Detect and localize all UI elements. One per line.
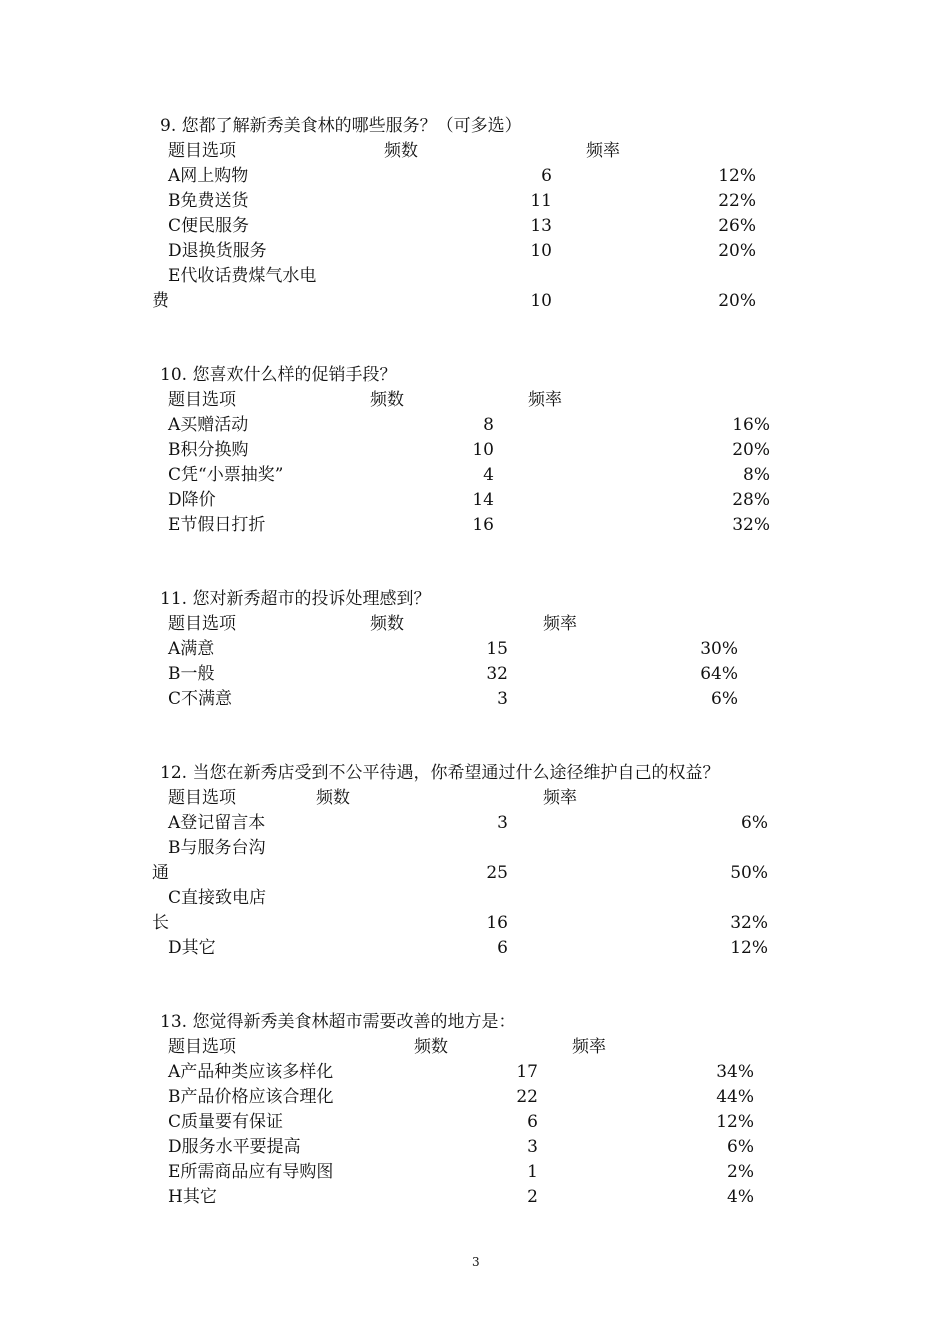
option-rate: 12% (716, 1112, 754, 1132)
option-count: 1 (527, 1162, 538, 1182)
option-rate: 32% (732, 515, 770, 535)
column-header-option: 题目选项 (168, 390, 236, 410)
option-count: 6 (541, 166, 552, 186)
option-label: B与服务台沟 (168, 838, 266, 858)
column-header-count: 频数 (316, 788, 350, 808)
option-rate: 2% (727, 1162, 754, 1182)
option-count: 3 (497, 813, 508, 833)
option-label: D降价 (168, 490, 216, 510)
option-rate: 30% (700, 639, 738, 659)
option-rate: 6% (727, 1137, 754, 1157)
option-count: 22 (516, 1087, 538, 1107)
column-header-option: 题目选项 (168, 614, 236, 634)
option-count: 3 (527, 1137, 538, 1157)
option-rate: 20% (718, 291, 756, 311)
option-count: 8 (483, 415, 494, 435)
option-label-continued: 通 (152, 863, 169, 883)
question-title: 11. 您对新秀超市的投诉处理感到？ (160, 589, 431, 609)
option-count: 6 (497, 938, 508, 958)
column-header-rate: 频率 (572, 1037, 606, 1057)
option-label: E代收话费煤气水电 (168, 266, 317, 286)
question-title: 10. 您喜欢什么样的促销手段？ (160, 365, 397, 385)
option-rate: 44% (716, 1087, 754, 1107)
column-header-option: 题目选项 (168, 141, 236, 161)
option-label: A网上购物 (168, 166, 249, 186)
option-label: C质量要有保证 (168, 1112, 284, 1132)
option-label: H其它 (168, 1187, 217, 1207)
option-rate: 12% (730, 938, 768, 958)
option-label-continued: 费 (152, 291, 169, 311)
option-rate: 34% (716, 1062, 754, 1082)
option-count: 10 (530, 291, 552, 311)
option-label: B一般 (168, 664, 215, 684)
option-label: B产品价格应该合理化 (168, 1087, 334, 1107)
question-title: 9. 您都了解新秀美食林的哪些服务？（可多选） (160, 116, 522, 136)
option-count: 17 (516, 1062, 538, 1082)
column-header-count: 频数 (384, 141, 418, 161)
option-label: C凭“小票抽奖” (168, 465, 284, 485)
column-header-count: 频数 (414, 1037, 448, 1057)
column-header-option: 题目选项 (168, 1037, 236, 1057)
option-count: 32 (486, 664, 508, 684)
option-label: C便民服务 (168, 216, 250, 236)
option-count: 14 (472, 490, 494, 510)
column-header-rate: 频率 (586, 141, 620, 161)
option-count: 10 (472, 440, 494, 460)
option-label: C直接致电店 (168, 888, 267, 908)
option-label: A买赠活动 (168, 415, 249, 435)
option-rate: 64% (700, 664, 738, 684)
option-count: 4 (483, 465, 494, 485)
option-rate: 22% (718, 191, 756, 211)
option-rate: 28% (732, 490, 770, 510)
option-count: 13 (530, 216, 552, 236)
option-count: 15 (486, 639, 508, 659)
option-label: A满意 (168, 639, 215, 659)
option-count: 3 (497, 689, 508, 709)
option-rate: 6% (711, 689, 738, 709)
option-count: 25 (486, 863, 508, 883)
option-rate: 6% (741, 813, 768, 833)
option-rate: 8% (743, 465, 770, 485)
option-label: E所需商品应有导购图 (168, 1162, 334, 1182)
option-label: E节假日打折 (168, 515, 266, 535)
column-header-count: 频数 (370, 390, 404, 410)
option-count: 16 (486, 913, 508, 933)
question-title: 13. 您觉得新秀美食林超市需要改善的地方是： (160, 1012, 516, 1032)
option-rate: 20% (718, 241, 756, 261)
option-label: D其它 (168, 938, 216, 958)
option-rate: 16% (732, 415, 770, 435)
option-label: A产品种类应该多样化 (168, 1062, 334, 1082)
option-label: B积分换购 (168, 440, 249, 460)
option-count: 10 (530, 241, 552, 261)
option-rate: 50% (730, 863, 768, 883)
option-rate: 4% (727, 1187, 754, 1207)
option-label: A登记留言本 (168, 813, 266, 833)
option-count: 2 (527, 1187, 538, 1207)
column-header-rate: 频率 (543, 614, 577, 634)
option-label: D服务水平要提高 (168, 1137, 301, 1157)
option-rate: 26% (718, 216, 756, 236)
question-title: 12. 当您在新秀店受到不公平待遇，你希望通过什么途径维护自己的权益？ (160, 763, 720, 783)
option-rate: 32% (730, 913, 768, 933)
option-label: C不满意 (168, 689, 233, 709)
option-count: 16 (472, 515, 494, 535)
option-label: B免费送货 (168, 191, 249, 211)
column-header-rate: 频率 (528, 390, 562, 410)
column-header-option: 题目选项 (168, 788, 236, 808)
option-count: 11 (530, 191, 552, 211)
column-header-count: 频数 (370, 614, 404, 634)
option-label: D退换货服务 (168, 241, 267, 261)
page-number: 3 (472, 1255, 480, 1269)
option-count: 6 (527, 1112, 538, 1132)
option-rate: 12% (718, 166, 756, 186)
option-label-continued: 长 (152, 913, 169, 933)
option-rate: 20% (732, 440, 770, 460)
column-header-rate: 频率 (543, 788, 577, 808)
